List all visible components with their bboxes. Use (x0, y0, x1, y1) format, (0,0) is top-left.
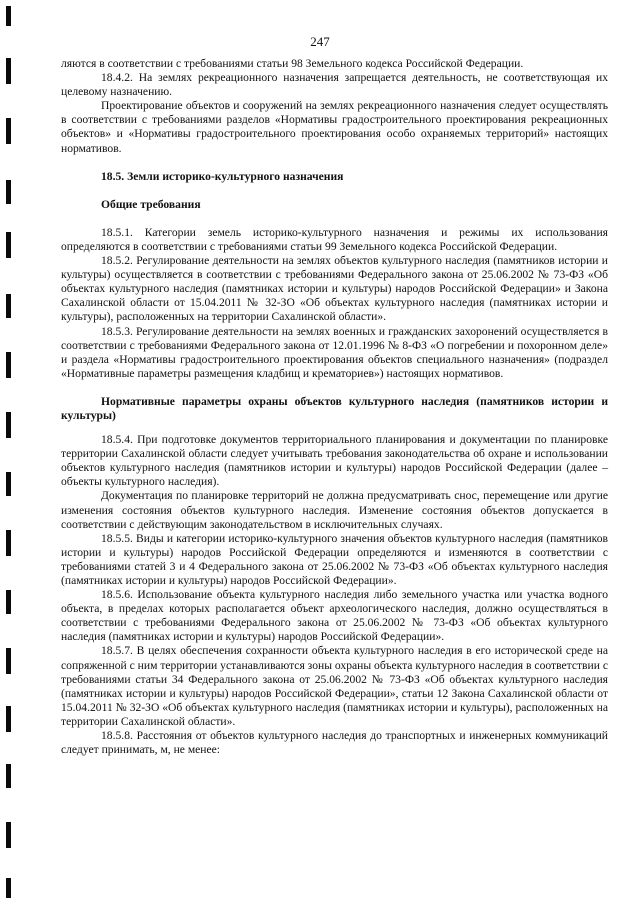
binding-mark (6, 878, 11, 898)
paragraph: Проектирование объектов и сооружений на землях рекреационного назначения следует осуществлять в соответствии с требованиями разделов «Нормативы градостроительного проектирования рекреационных объектов» и «Нормативы градостроительного проектирования особо охраняемых территорий» настоящих нормативов. (61, 99, 608, 155)
binding-mark (6, 764, 11, 788)
paragraph: 18.4.2. На землях рекреационного назначения запрещается деятельность, не соответствующая их целевому назначению. (61, 71, 608, 99)
section-heading: 18.5. Земли историко-культурного назначения (101, 169, 344, 183)
page-body (61, 57, 608, 757)
paragraph: 18.5.5. Виды и категории историко-культурного значения объектов культурного наследия (памятников истории и культуры) народов Российской Федерации определяются и изменяются в соответствии с требованиями статей 3 и 4 Федерального закона от 25.06.2002 № 73-ФЗ «Об объектах культурного наследия (памятниках истории и культуры) народов Российской Федерации». (61, 531, 608, 587)
binding-mark (6, 706, 11, 732)
binding-mark (6, 590, 11, 614)
binding-mark (6, 118, 11, 144)
subsection-heading: Общие требования (101, 197, 201, 211)
paragraph: 18.5.6. Использование объекта культурного наследия либо земельного участка или участка водного объекта, в пределах которых располагается объект археологического наследия, должно осуществляться в соответствии с требованиями Федерального закона от 25.06.2002 № 73-ФЗ «Об объектах культурного наследия (памятниках истории и культуры) народов Российской Федерации». (61, 588, 608, 644)
binding-mark (6, 58, 11, 84)
binding-mark (6, 352, 11, 378)
binding-mark (6, 180, 11, 204)
binding-mark (6, 412, 11, 438)
paragraph: Документация по планировке территорий не должна предусматривать снос, перемещение или другие изменения состояния объектов культурного наследия. Изменение состояния объектов допускается в соответствии с действующим законодательством в исключительных случаях. (61, 489, 608, 531)
paragraph: 18.5.4. При подготовке документов территориального планирования и документации по планировке территории Сахалинской области следует учитывать требования законодательства об охране и использовании объектов культурного наследия (памятников истории и культуры) народов Российской Федерации (далее – объекты культурного наследия). (61, 433, 608, 489)
subsection-heading: Нормативные параметры охраны объектов культурного наследия (памятников истории и культуры) (61, 394, 608, 422)
page-number: 247 (310, 34, 330, 49)
paragraph: 18.5.7. В целях обеспечения сохранности объекта культурного наследия в его исторической среде на сопряженной с ним территории устанавливаются зоны охраны объекта культурного наследия в соответствии с требованиями статьи 34 Федерального закона от 25.06.2002 № 73-ФЗ «Об объектах культурного наследия (памятниках истории и культуры) народов Российской Федерации», статьи 12 Закона Сахалинской области от 15.04.2011 № 32-ЗО «Об объектах культурного наследия (памятниках истории и культуры), расположенных на территории Сахалинской области». (61, 644, 608, 728)
paragraph: 18.5.8. Расстояния от объектов культурного наследия до транспортных и инженерных коммуникаций следует принимать, м, не менее: (61, 729, 608, 757)
binding-mark (6, 822, 11, 848)
paragraph: 18.5.3. Регулирование деятельности на землях военных и гражданских захоронений осуществляется в соответствии с требованиями Федерального закона от 12.01.1996 № 8-ФЗ «О погребении и похоронном деле» и раздела «Нормативы градостроительного проектирования объектов специального назначения» (подраздел «Нормативные параметры размещения кладбищ и крематориев») настоящих нормативов. (61, 324, 608, 380)
binding-mark (6, 294, 11, 318)
paragraph: 18.5.2. Регулирование деятельности на землях объектов культурного наследия (памятников истории и культуры) осуществляется в соответствии с требованиями Федерального закона от 25.06.2002 № 73-ФЗ «Об объектах культурного наследия (памятниках истории и культуры) народов Российской Федерации» и Закона Сахалинской области от 15.04.2011 № 32-ЗО «Об объектах культурного наследия (памятниках истории и культуры), расположенных на территории Сахалинской области». (61, 254, 608, 324)
scan-binding-marks (6, 0, 12, 905)
paragraph: 18.5.1. Категории земель историко-культурного назначения и режимы их использования определяются в соответствии с требованиями статьи 99 Земельного кодекса Российской Федерации. (61, 225, 608, 253)
binding-mark (6, 648, 11, 674)
binding-mark (6, 232, 11, 258)
binding-mark (6, 6, 11, 26)
binding-mark (6, 530, 11, 556)
paragraph: ляются в соответствии с требованиями статьи 98 Земельного кодекса Российской Федерации. (61, 57, 524, 70)
binding-mark (6, 472, 11, 496)
